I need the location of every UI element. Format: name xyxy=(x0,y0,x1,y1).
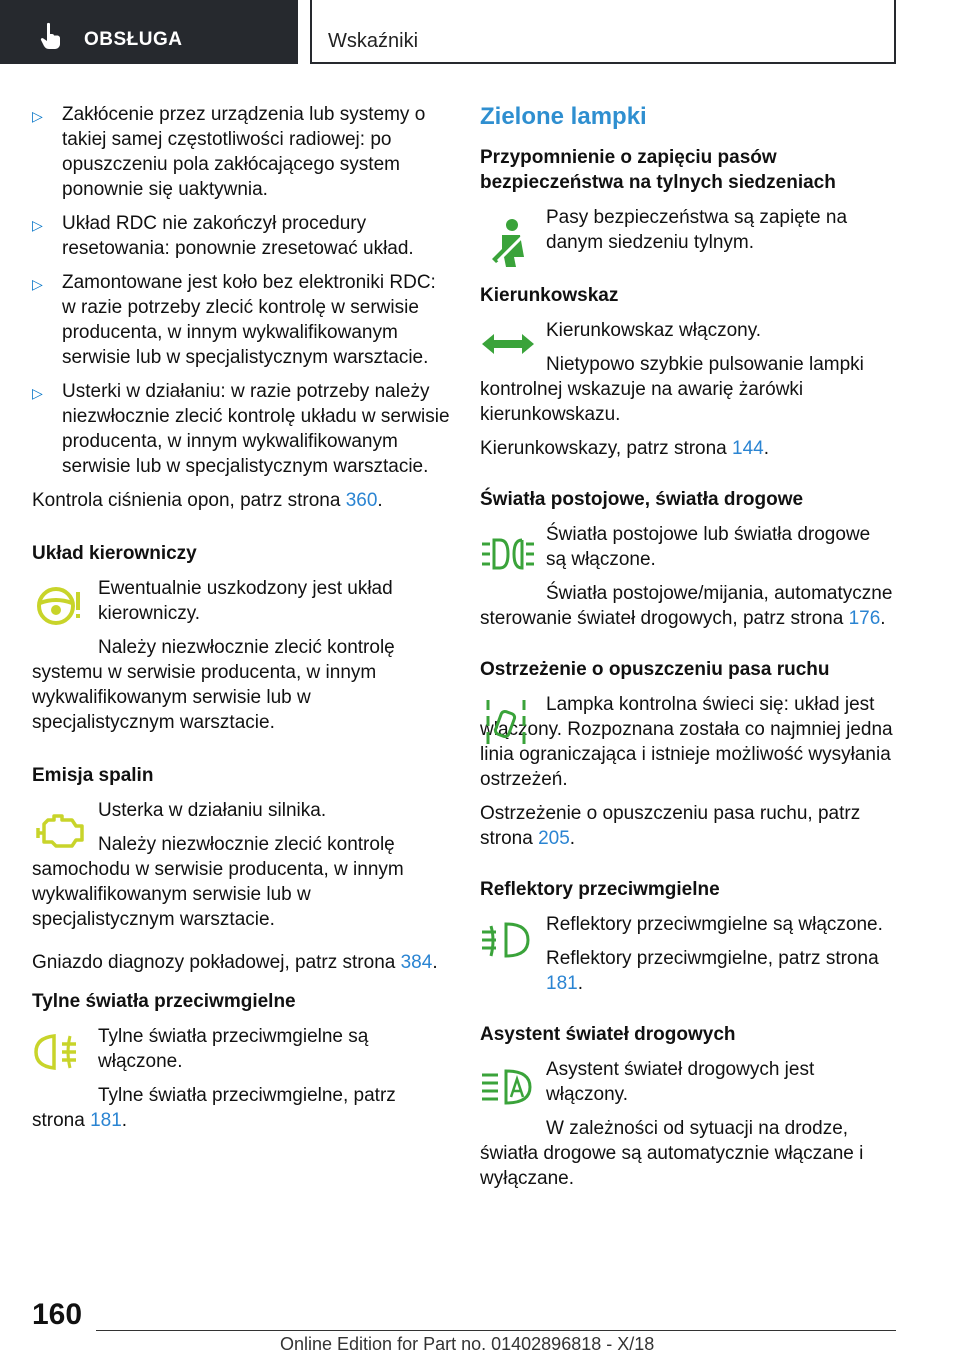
steering-heading: Układ kierowniczy xyxy=(32,543,197,564)
hand-icon xyxy=(38,22,64,50)
page-link[interactable]: 144 xyxy=(732,438,764,459)
turn-indicator: Kierunkowskaz włączony. Nietypowo szybkie pulsowanie lampki kontrolnej wskazuje na awarię żarówki kierunkowskazu. Kierunkowskazy, patrz strona 144. xyxy=(480,318,894,461)
page-link[interactable]: 360 xyxy=(345,490,378,511)
page-link[interactable]: 384 xyxy=(400,952,433,973)
high-beam-indicator: Asystent świateł drogowych jest włączony. W zależności od sytuacji na drodze, światła drogowe są automatycznie włączane i wyłączane. xyxy=(480,1057,894,1191)
list-item: ▷ Zakłócenie przez urządzenia lub systemy o takiej samej częstotliwości radiowej: po opuszczeniu pola zakłócającego system ponownie się uaktywnia. xyxy=(32,104,426,200)
front-fog-heading: Reflektory przeciwmgielne xyxy=(480,879,720,900)
page-link[interactable]: 205 xyxy=(538,828,570,849)
triangle-bullet-icon: ▷ xyxy=(32,217,43,233)
triangle-bullet-icon: ▷ xyxy=(32,108,43,124)
front-fog-reference: Reflektory przeciwmgielne, patrz strona 181. xyxy=(546,948,879,994)
steering-text: Należy niezwłocznie zlecić kontrolę systemu w serwisie producenta, w innym wykwalifikowanym serwisie lub w specjalistycznym warsztacie. xyxy=(32,637,395,733)
check-engine-icon xyxy=(32,804,88,860)
emission-indicator: Usterka w działaniu silnika. Należy niezwłocznie zlecić kontrolę samochodu w serwisie producenta, w innym wykwalifikowanym serwisie lub w specjalistycznym warsztacie. xyxy=(32,798,450,932)
front-fog-light-icon xyxy=(480,916,536,972)
section-label: OBSŁUGA xyxy=(84,29,183,50)
list-item: ▷ Zamontowane jest koło bez elektroniki RDC: w razie potrzeby zlecić kontrolę w serwisie producenta, w innym wykwalifikowanym serwisie lub w specjalistycznym warsztacie. xyxy=(32,272,436,368)
turn-reference: Kierunkowskazy, patrz strona 144. xyxy=(480,438,770,459)
rear-fog-heading: Tylne światła przeciwmgielne xyxy=(32,991,296,1012)
high-beam-text: W zależności od sytuacji na drodze, światła drogowe są automatycznie włączane i wyłączane. xyxy=(480,1118,864,1189)
turn-signal-arrows-icon xyxy=(480,320,536,376)
page-link[interactable]: 181 xyxy=(90,1110,122,1131)
page-number: 160 xyxy=(32,1298,83,1331)
footer-divider xyxy=(96,1330,896,1331)
parking-indicator: Światła postojowe lub światła drogowe są włączone. Światła postojowe/mijania, automatyczne sterowanie świateł drogowych, patrz strona 176. xyxy=(480,524,893,629)
emission-heading: Emisja spalin xyxy=(32,765,154,786)
steering-warning-icon xyxy=(32,580,88,636)
emission-text: Należy niezwłocznie zlecić kontrolę samochodu w serwisie producenta, w innym wykwalifikowanym serwisie lub w specjalistycznym warsztacie. xyxy=(32,834,404,930)
lane-reference: Ostrzeżenie o opuszczeniu pasa ruchu, patrz strona 205. xyxy=(480,803,861,849)
rear-fog-indicator: Tylne światła przeciwmgielne są włączone. Tylne światła przeciwmgielne, patrz strona 181. xyxy=(32,1024,450,1133)
triangle-bullet-icon: ▷ xyxy=(32,385,43,401)
front-fog-indicator: Reflektory przeciwmgielne są włączone. Reflektory przeciwmgielne, patrz strona 181. xyxy=(480,912,894,996)
high-beam-assist-icon xyxy=(480,1065,536,1121)
lane-text: Lampka kontrolna świeci się: układ jest włączony. Rozpoznana została co najmniej jedna linia ograniczająca i istnieje możliwość wysyłania ostrzeżeń. xyxy=(480,694,893,790)
turn-text: Nietypowo szybkie pulsowanie lampki kontrolnej wskazuje na awarię żarówki kierunkowskazu. xyxy=(480,354,864,425)
list-item: ▷ Usterki w działaniu: w razie potrzeby należy niezwłocznie zlecić kontrolę układu w serwisie producenta, w innym wykwalifikowanym serwisie lub w specjalistycznym warsztacie. xyxy=(32,381,450,477)
green-lights-heading: Zielone lampki xyxy=(480,103,647,130)
diagnosis-reference: Gniazdo diagnozy pokładowej, patrz strona 384. xyxy=(32,952,438,973)
lane-indicator xyxy=(480,692,894,851)
list-item: ▷ Układ RDC nie zakończył procedury resetowania: ponownie zresetować układ. xyxy=(32,213,414,259)
high-beam-heading: Asystent świateł drogowych xyxy=(480,1024,736,1045)
seatbelt-icon xyxy=(480,215,536,271)
right-column xyxy=(480,102,894,1200)
rear-fog-light-icon xyxy=(32,1026,88,1082)
lane-departure-icon xyxy=(480,694,536,750)
left-column xyxy=(32,102,450,1142)
parking-heading: Światła postojowe, światła drogowe xyxy=(480,489,804,510)
steering-indicator: Ewentualnie uszkodzony jest układ kierowniczy. Należy niezwłocznie zlecić kontrolę systemu w serwisie producenta, w innym wykwalifikowanym serwisie lub w specjalistycznym warsztacie. xyxy=(32,576,450,735)
edition-footer: Online Edition for Part no. 01402896818 - X/18 xyxy=(280,1334,655,1354)
triangle-bullet-icon: ▷ xyxy=(32,276,43,292)
rear-fog-reference: Tylne światła przeciwmgielne, patrz strona 181. xyxy=(32,1085,396,1131)
parking-reference: Światła postojowe/mijania, automatyczne sterowanie świateł drogowych, patrz strona 176. xyxy=(480,583,893,629)
lane-heading: Ostrzeżenie o opuszczeniu pasa ruchu xyxy=(480,659,830,680)
section-tab xyxy=(0,0,298,64)
page-link[interactable]: 176 xyxy=(848,608,881,629)
page-header xyxy=(310,0,896,64)
belt-heading: Przypomnienie o zapięciu pasów bezpieczeństwa na tylnych siedzeniach xyxy=(480,147,836,193)
belt-indicator: Pasy bezpieczeństwa są zapięte na danym siedzeniu tylnym. xyxy=(480,205,894,265)
turn-heading: Kierunkowskaz xyxy=(480,285,619,306)
parking-light-icon xyxy=(480,530,536,586)
tire-pressure-reference: Kontrola ciśnienia opon, patrz strona 360. xyxy=(32,490,383,511)
page-link[interactable]: 181 xyxy=(546,973,578,994)
page-title: Wskaźniki xyxy=(328,30,419,52)
